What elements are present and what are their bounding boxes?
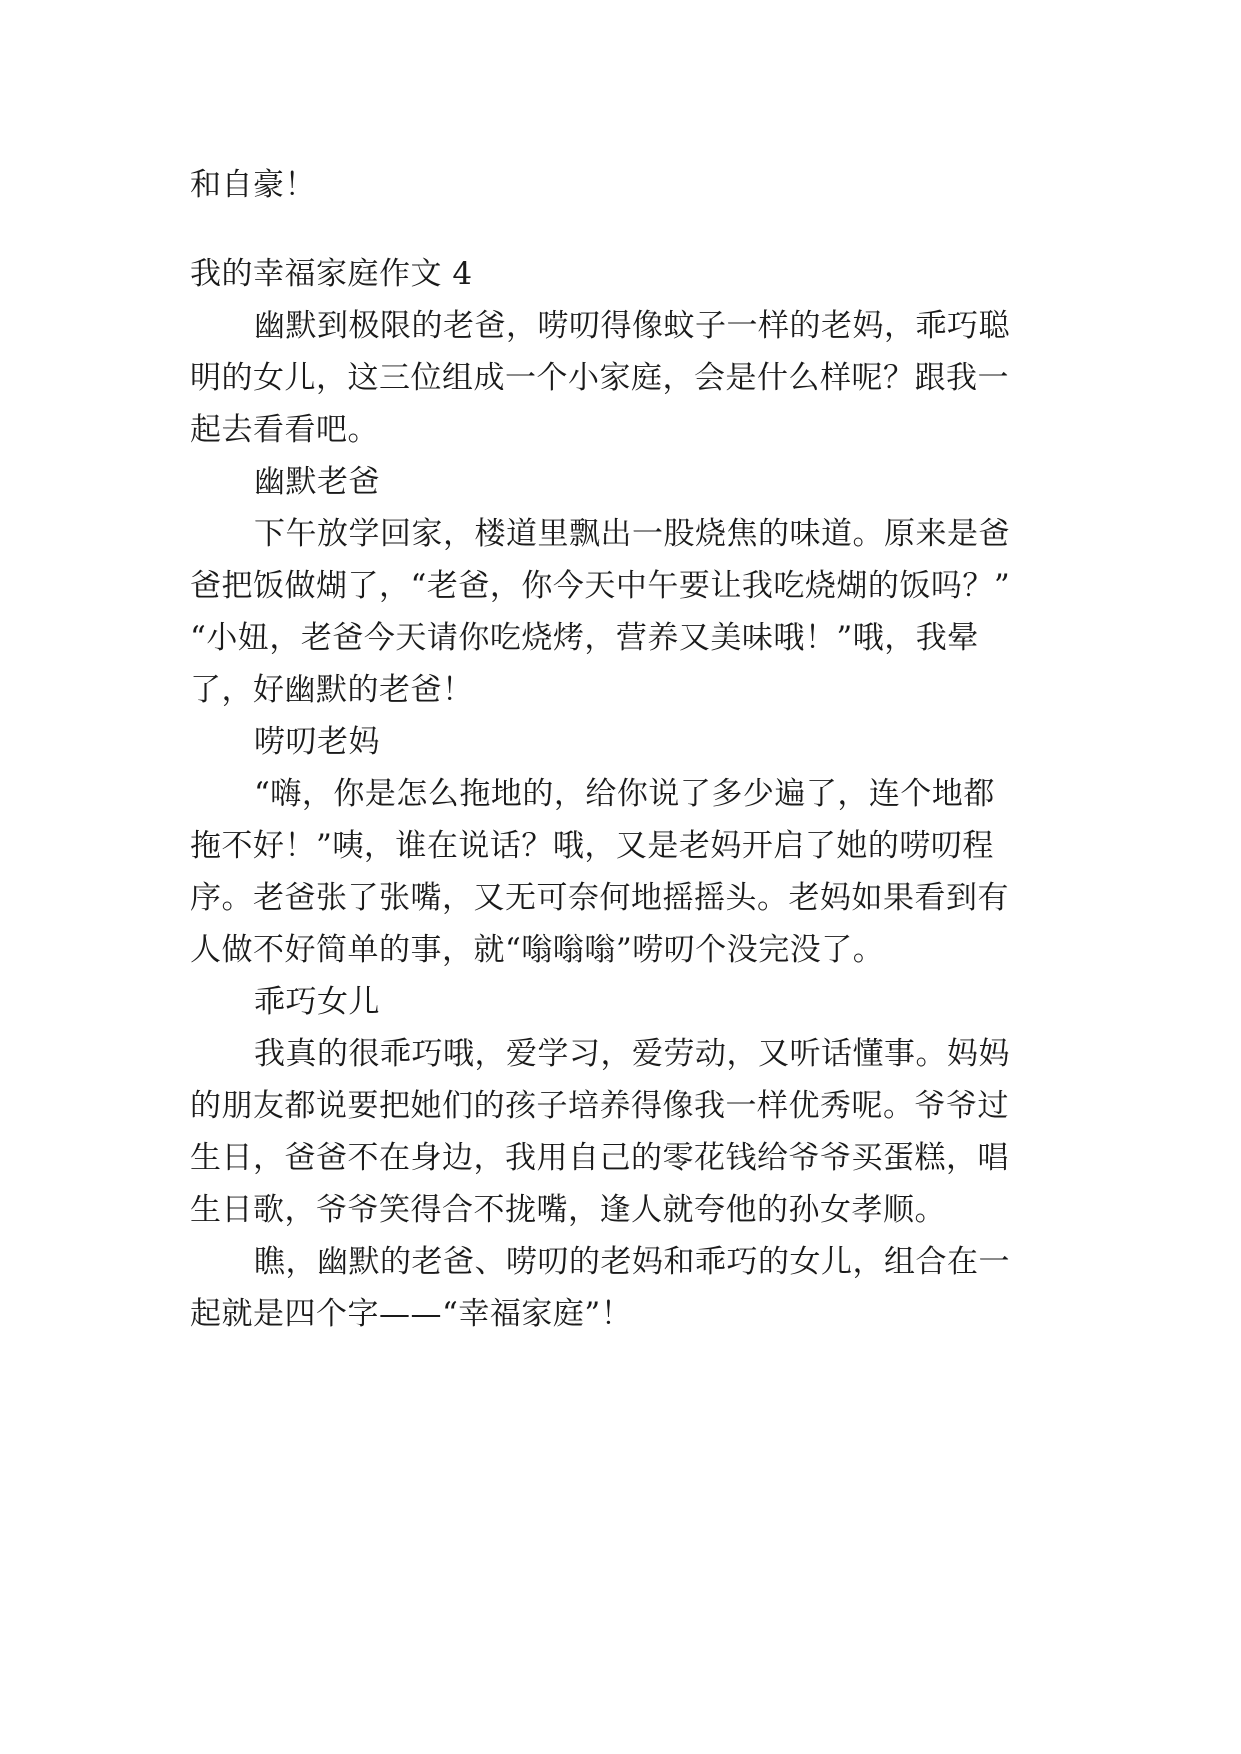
paragraph-line: 下午放学回家，楼道里飘出一股烧焦的味道。原来是爸 [254, 516, 1010, 552]
subheading: 幽默老爸 [254, 464, 380, 500]
section-title: 我的幸福家庭作文 4 [190, 256, 473, 292]
paragraph-line: 人做不好简单的事，就“嗡嗡嗡”唠叨个没完没了。 [190, 932, 885, 968]
paragraph-line: 拖不好！”咦，谁在说话？哦，又是老妈开启了她的唠叨程 [190, 828, 994, 864]
paragraph-line: 序。老爸张了张嘴，又无可奈何地摇摇头。老妈如果看到有 [190, 880, 1009, 916]
paragraph-line: 起就是四个字——“幸福家庭”！ [190, 1296, 633, 1332]
paragraph-line: “小妞，老爸今天请你吃烧烤，营养又美味哦！”哦，我晕 [190, 620, 979, 656]
paragraph-line: 的朋友都说要把她们的孩子培养得像我一样优秀呢。爷爷过 [190, 1088, 1009, 1124]
paragraph-line: 起去看看吧。 [190, 412, 379, 448]
paragraph-line: 了，好幽默的老爸！ [190, 672, 474, 708]
subheading: 乖巧女儿 [254, 984, 380, 1020]
continued-text-line: 和自豪！ [190, 167, 316, 203]
paragraph-line: 生日歌，爷爷笑得合不拢嘴，逢人就夸他的孙女孝顺。 [190, 1192, 946, 1228]
paragraph-line: 明的女儿，这三位组成一个小家庭，会是什么样呢？跟我一 [190, 360, 1009, 396]
subheading: 唠叨老妈 [254, 724, 380, 760]
paragraph-line: “嗨，你是怎么拖地的，给你说了多少遍了，连个地都 [254, 776, 995, 812]
paragraph-line: 瞧，幽默的老爸、唠叨的老妈和乖巧的女儿，组合在一 [254, 1244, 1010, 1280]
paragraph-line: 生日，爸爸不在身边，我用自己的零花钱给爷爷买蛋糕，唱 [190, 1140, 1009, 1176]
paragraph-line: 爸把饭做煳了，“老爸，你今天中午要让我吃烧煳的饭吗？” [190, 568, 1011, 604]
paragraph-line: 我真的很乖巧哦，爱学习，爱劳动，又听话懂事。妈妈 [254, 1036, 1010, 1072]
paragraph-line: 幽默到极限的老爸，唠叨得像蚊子一样的老妈，乖巧聪 [254, 308, 1010, 344]
